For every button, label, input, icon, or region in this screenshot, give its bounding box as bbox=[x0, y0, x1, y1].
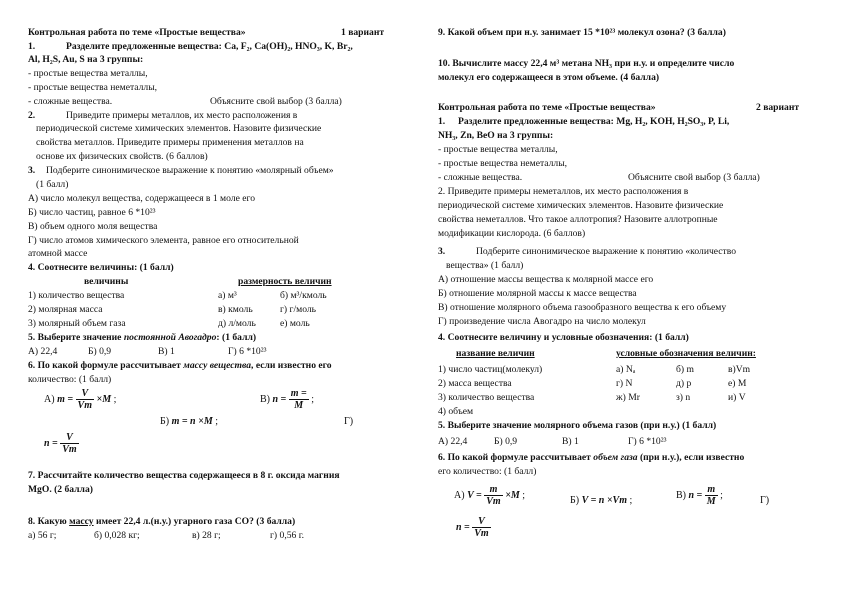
v1-q8-options: а) 56 г; б) 0,028 кг; в) 28 г; г) 0,56 г. bbox=[28, 530, 304, 541]
v2-q2-line3: свойства неметаллов. Что такое аллотропия? Назовите аллотропные bbox=[438, 214, 718, 225]
v1-q3-line2: (1 балл) bbox=[36, 179, 69, 190]
v2-q4-header-1: название величин bbox=[456, 348, 535, 359]
v1-q6-line2: количество: (1 балл) bbox=[28, 374, 112, 385]
v1-q5-options: А) 22,4 Б) 0,9 В) 1 Г) 6 *10²³ bbox=[28, 346, 267, 357]
v2-q2-line2: периодической системе химических элементов. Назовите физические bbox=[438, 200, 724, 211]
v2-q6: 6. По какой формуле рассчитывает объем газа (при н.у.), если известно bbox=[438, 452, 745, 463]
v2-q3: 3. Подберите синонимическое выражение к понятию «количество bbox=[438, 246, 736, 257]
v1-q8: 8. Какую массу имеет 22,4 л.(н.у.) угарного газа СО? (3 балла) bbox=[28, 516, 296, 527]
v1-q1-line2: Al, H₂S, Au, S на 3 группы: bbox=[28, 54, 144, 65]
v2-q5-options: А) 22,4 Б) 0,9 В) 1 Г) 6 *10²³ bbox=[438, 436, 667, 447]
v2-formula-d-expr: n = $\frac{V}{Vm}$ bbox=[456, 516, 489, 539]
variant-1-label: 1 вариант bbox=[341, 27, 385, 38]
v1-q4-row-2: 2) молярная масса в) кмоль г) г/моль bbox=[28, 304, 317, 315]
v1-formula-c: В) n = $\frac{m =}{M}$ ; bbox=[260, 388, 315, 411]
v1-q3-opt-d-cont: атомной массе bbox=[28, 248, 88, 259]
v2-q1-explain: Объясните свой выбор (3 балла) bbox=[628, 172, 760, 183]
v1-q3-opt-a: А) число молекул вещества, содержащееся в 1 моле его bbox=[28, 193, 255, 204]
v1-q2-line4: основе их физических свойств. (6 баллов) bbox=[36, 151, 208, 162]
v2-q2: 2. Приведите примеры неметаллов, их место расположения в bbox=[438, 186, 689, 197]
v1-q4-row-1: 1) количество вещества а) м³ б) м³/кмоль bbox=[28, 290, 327, 301]
v2-q5: 5. Выберите значение молярного объема газов (при н.у.) (1 балл) bbox=[438, 420, 717, 431]
v2-q3-line2: вещества» (1 балл) bbox=[446, 260, 524, 271]
v2-q3-opt-c: В) отношение молярного объема газообразного вещества к его объему bbox=[438, 302, 727, 313]
variant-2-title: Контрольная работа по теме «Простые вещества» bbox=[438, 102, 656, 113]
variant-1-title: Контрольная работа по теме «Простые вещества» bbox=[28, 27, 246, 38]
v2-q2-line4: модификации кислорода. (6 баллов) bbox=[438, 228, 586, 239]
v2-q4-row-3: 3) количество вещества ж) Mr з) n и) V bbox=[438, 392, 746, 403]
v1-formula-a: А) m = $\frac{V}{Vm}$ ×M ; bbox=[44, 388, 117, 411]
v1-q3: 3. Подберите синонимическое выражение к понятию «молярный объем» bbox=[28, 165, 334, 176]
v1-q1-group-2: - простые вещества неметаллы, bbox=[28, 82, 158, 93]
v2-q4-header-2: условные обозначения величин: bbox=[616, 348, 756, 359]
v2-q4-title: 4. Соотнесите величину и условные обозначения: (1 балл) bbox=[438, 332, 689, 343]
v2-q3-opt-b: Б) отношение молярной массы к массе вещества bbox=[438, 288, 637, 299]
v1-q4-row-3: 3) молярный объем газа д) л/моль е) моль bbox=[28, 318, 310, 329]
v2-q1-group-2: - простые вещества неметаллы, bbox=[438, 158, 568, 169]
v1-q9: 9. Какой объем при н.у. занимает 15 *10²³ молекул озона? (3 балла) bbox=[438, 27, 726, 38]
v1-q10-line2: молекул его содержащееся в этом объеме. (4 балла) bbox=[438, 72, 660, 83]
v1-q6: 6. По какой формуле рассчитывает массу вещества, если известно его bbox=[28, 360, 332, 371]
variant-2-label: 2 вариант bbox=[756, 102, 800, 113]
v2-q4-row-4: 4) объем bbox=[438, 406, 474, 417]
v1-q10: 10. Вычислите массу 22,4 м³ метана NH₃ при н.у. и определите число bbox=[438, 58, 735, 69]
v1-q7-line2: MgO. (2 балла) bbox=[28, 484, 93, 495]
v1-q2-line3: свойства металлов. Приведите примеры применения металлов на bbox=[36, 137, 304, 148]
v1-q3-opt-d: Г) число атомов химического элемента, равное его относительной bbox=[28, 235, 299, 246]
v1-q5: 5. Выберите значение постоянной Авогадро: (1 балл) bbox=[28, 332, 257, 343]
v1-q2: 2. Приведите примеры металлов, их место расположения в bbox=[28, 110, 298, 121]
v2-formula-d: Г) bbox=[760, 495, 770, 506]
v1-formula-b: Б) m = n ×M ; bbox=[160, 416, 218, 427]
v1-formula-d-expr: n = $\frac{V}{Vm}$ bbox=[44, 432, 77, 455]
v2-formula-a: А) V = $\frac{m}{Vm}$ ×M ; bbox=[454, 484, 526, 507]
v1-q1-group-1: - простые вещества металлы, bbox=[28, 68, 148, 79]
v2-q1-group-1: - простые вещества металлы, bbox=[438, 144, 558, 155]
v2-q3-opt-a: А) отношение массы вещества к молярной массе его bbox=[438, 274, 654, 285]
v1-formula-d: Г) bbox=[344, 416, 354, 427]
v2-formula-c: В) n = $\frac{m}{M}$ ; bbox=[676, 484, 723, 507]
variant-1-title-row bbox=[28, 27, 385, 38]
v2-q4-row-2: 2) масса вещества г) N д) p е) M bbox=[438, 378, 747, 389]
v1-q4-header-1: величины bbox=[84, 276, 129, 287]
v2-q3-opt-d: Г) произведение числа Авогадро на число молекул bbox=[438, 316, 646, 327]
v2-q1: 1. Разделите предложенные вещества: Mg, H₂, KOH, H₂SO₃, P, Li, bbox=[438, 116, 730, 127]
v1-q1-explain: Объясните свой выбор (3 балла) bbox=[210, 96, 342, 107]
v2-q6-line2: его количество: (1 балл) bbox=[438, 466, 537, 477]
v1-q4-title: 4. Соотнесите величины: (1 балл) bbox=[28, 262, 174, 273]
variant-2-title-row bbox=[438, 102, 800, 113]
v1-q1: 1. Разделите предложенные вещества: Ca, F₂, Ca(OH)₂, HNO₃, K, Br₂, bbox=[28, 41, 353, 52]
v1-q3-opt-c: В) объем одного моля вещества bbox=[28, 221, 158, 232]
v1-q3-opt-b: Б) число частиц, равное 6 *10²³ bbox=[28, 207, 156, 218]
v1-q4-header-2: размерность величин bbox=[238, 276, 332, 287]
v2-q1-line2: NH₃, Zn, BeO на 3 группы: bbox=[438, 130, 554, 141]
v2-q4-row-1: 1) число частиц(молекул) а) Nₐ б) m в)Vm bbox=[438, 364, 751, 375]
v2-formula-b: Б) V = n ×Vm ; bbox=[570, 495, 633, 506]
v1-q2-line2: периодической системе химических элементов. Назовите физические bbox=[36, 123, 322, 134]
v1-q1-group-3-row: - сложные вещества. Объясните свой выбор (3 балла) bbox=[28, 96, 342, 107]
v2-q1-group-3-row: - сложные вещества. Объясните свой выбор (3 балла) bbox=[438, 172, 760, 183]
v1-q7: 7. Рассчитайте количество вещества содержащееся в 8 г. оксида магния bbox=[28, 470, 340, 481]
